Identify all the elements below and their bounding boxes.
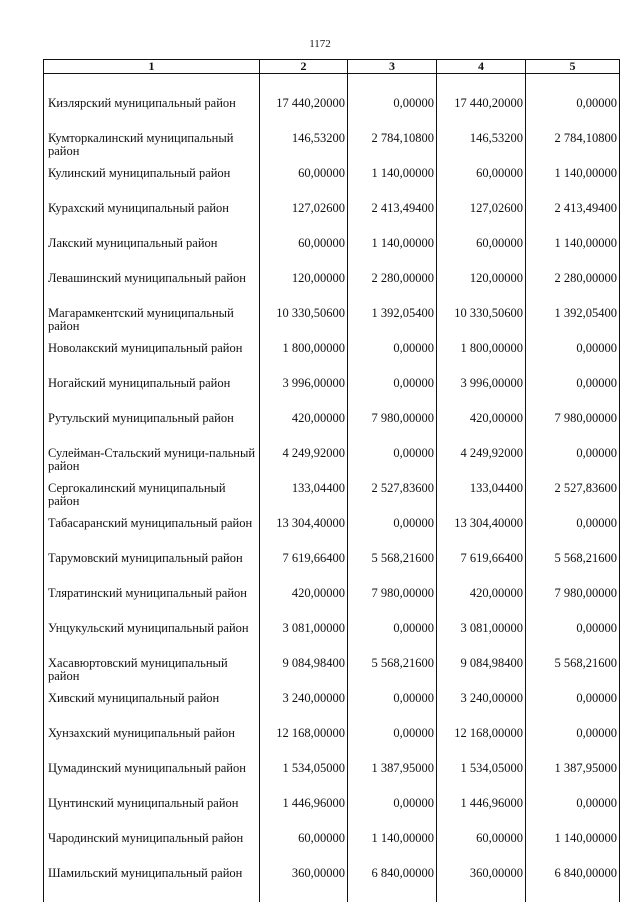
district-name-cell: Цумадинский муниципальный район bbox=[44, 762, 260, 797]
column-4-value: 120,00000 bbox=[437, 272, 526, 307]
column-5-value: 2 527,83600 bbox=[526, 482, 620, 517]
column-2-value: 3 081,00000 bbox=[260, 622, 348, 657]
column-5-value: 1 140,00000 bbox=[526, 237, 620, 272]
column-5-value: 0,00000 bbox=[526, 342, 620, 377]
table-row bbox=[44, 762, 620, 797]
column-5-value: 0,00000 bbox=[526, 797, 620, 832]
column-4-value: 60,00000 bbox=[437, 832, 526, 867]
district-name-cell: Унцукульский муниципальный район bbox=[44, 622, 260, 657]
column-2-value: 10 330,50600 bbox=[260, 307, 348, 342]
district-name-cell: Кизлярский муниципальный район bbox=[44, 74, 260, 133]
table-row bbox=[44, 132, 620, 167]
column-3-value: 1 140,00000 bbox=[348, 237, 437, 272]
column-3-value: 2 784,10800 bbox=[348, 132, 437, 167]
column-5-value: 0,00000 bbox=[526, 727, 620, 762]
column-2-value: 127,02600 bbox=[260, 202, 348, 237]
column-3-value: 0,00000 bbox=[348, 74, 437, 133]
column-3-value: 5 568,21600 bbox=[348, 657, 437, 692]
column-4-value: 60,00000 bbox=[437, 167, 526, 202]
column-3-value: 6 840,00000 bbox=[348, 867, 437, 902]
column-header-5: 5 bbox=[526, 60, 620, 74]
district-name-cell: Чародинский муниципальный район bbox=[44, 832, 260, 867]
column-4-value: 4 249,92000 bbox=[437, 447, 526, 482]
column-4-value: 12 168,00000 bbox=[437, 727, 526, 762]
district-name-cell: Хунзахский муниципальный район bbox=[44, 727, 260, 762]
table-row bbox=[44, 692, 620, 727]
table-row bbox=[44, 307, 620, 342]
column-2-value: 1 446,96000 bbox=[260, 797, 348, 832]
column-3-value: 1 392,05400 bbox=[348, 307, 437, 342]
column-3-value: 2 280,00000 bbox=[348, 272, 437, 307]
district-name-cell: Тляратинский муниципальный район bbox=[44, 587, 260, 622]
column-3-value: 1 140,00000 bbox=[348, 167, 437, 202]
table-row bbox=[44, 237, 620, 272]
district-name-cell: Кулинский муниципальный район bbox=[44, 167, 260, 202]
column-2-value: 7 619,66400 bbox=[260, 552, 348, 587]
column-3-value: 0,00000 bbox=[348, 727, 437, 762]
column-header-2: 2 bbox=[260, 60, 348, 74]
district-name-cell: Тарумовский муниципальный район bbox=[44, 552, 260, 587]
table-row bbox=[44, 74, 620, 133]
column-header-1: 1 bbox=[44, 60, 260, 74]
column-4-value: 3 996,00000 bbox=[437, 377, 526, 412]
column-4-value: 146,53200 bbox=[437, 132, 526, 167]
column-2-value: 3 240,00000 bbox=[260, 692, 348, 727]
column-4-value: 13 304,40000 bbox=[437, 517, 526, 552]
column-2-value: 420,00000 bbox=[260, 587, 348, 622]
table-row bbox=[44, 622, 620, 657]
column-2-value: 60,00000 bbox=[260, 237, 348, 272]
district-name-cell: Сергокалинский муниципальный район bbox=[44, 482, 260, 517]
table-row bbox=[44, 447, 620, 482]
column-3-value: 0,00000 bbox=[348, 692, 437, 727]
column-3-value: 0,00000 bbox=[348, 517, 437, 552]
column-3-value: 5 568,21600 bbox=[348, 552, 437, 587]
column-3-value: 0,00000 bbox=[348, 797, 437, 832]
column-5-value: 7 980,00000 bbox=[526, 587, 620, 622]
column-4-value: 127,02600 bbox=[437, 202, 526, 237]
column-5-value: 2 413,49400 bbox=[526, 202, 620, 237]
district-name-cell: Курахский муниципальный район bbox=[44, 202, 260, 237]
table-row bbox=[44, 517, 620, 552]
district-name-cell: Левашинский муниципальный район bbox=[44, 272, 260, 307]
column-5-value: 0,00000 bbox=[526, 517, 620, 552]
column-5-value: 7 980,00000 bbox=[526, 412, 620, 447]
table-row bbox=[44, 552, 620, 587]
column-3-value: 7 980,00000 bbox=[348, 412, 437, 447]
column-4-value: 7 619,66400 bbox=[437, 552, 526, 587]
budget-table bbox=[43, 59, 620, 902]
column-4-value: 3 240,00000 bbox=[437, 692, 526, 727]
column-3-value: 0,00000 bbox=[348, 342, 437, 377]
column-2-value: 12 168,00000 bbox=[260, 727, 348, 762]
table-row bbox=[44, 342, 620, 377]
column-5-value: 6 840,00000 bbox=[526, 867, 620, 902]
page-number: 1172 bbox=[309, 38, 331, 50]
column-5-value: 0,00000 bbox=[526, 622, 620, 657]
table-row bbox=[44, 272, 620, 307]
column-2-value: 3 996,00000 bbox=[260, 377, 348, 412]
column-5-value: 1 140,00000 bbox=[526, 832, 620, 867]
column-2-value: 146,53200 bbox=[260, 132, 348, 167]
column-2-value: 420,00000 bbox=[260, 412, 348, 447]
district-name-cell: Хасавюртовский муниципальный район bbox=[44, 657, 260, 692]
column-3-value: 2 413,49400 bbox=[348, 202, 437, 237]
district-name-cell: Сулейман-Стальский муници-пальный район bbox=[44, 447, 260, 482]
table-row bbox=[44, 412, 620, 447]
column-5-value: 2 280,00000 bbox=[526, 272, 620, 307]
column-5-value: 0,00000 bbox=[526, 447, 620, 482]
column-4-value: 133,04400 bbox=[437, 482, 526, 517]
column-3-value: 7 980,00000 bbox=[348, 587, 437, 622]
district-name-cell: Шамильский муниципальный район bbox=[44, 867, 260, 902]
column-3-value: 0,00000 bbox=[348, 447, 437, 482]
column-2-value: 1 534,05000 bbox=[260, 762, 348, 797]
column-4-value: 360,00000 bbox=[437, 867, 526, 902]
column-5-value: 2 784,10800 bbox=[526, 132, 620, 167]
column-5-value: 0,00000 bbox=[526, 74, 620, 133]
district-name-cell: Цунтинский муниципальный район bbox=[44, 797, 260, 832]
table-row bbox=[44, 727, 620, 762]
column-5-value: 1 387,95000 bbox=[526, 762, 620, 797]
column-2-value: 4 249,92000 bbox=[260, 447, 348, 482]
column-5-value: 0,00000 bbox=[526, 377, 620, 412]
district-name-cell: Рутульский муниципальный район bbox=[44, 412, 260, 447]
column-2-value: 1 800,00000 bbox=[260, 342, 348, 377]
column-4-value: 3 081,00000 bbox=[437, 622, 526, 657]
column-header-4: 4 bbox=[437, 60, 526, 74]
column-2-value: 60,00000 bbox=[260, 832, 348, 867]
table-row bbox=[44, 797, 620, 832]
column-4-value: 60,00000 bbox=[437, 237, 526, 272]
column-3-value: 1 140,00000 bbox=[348, 832, 437, 867]
column-2-value: 60,00000 bbox=[260, 167, 348, 202]
column-5-value: 1 140,00000 bbox=[526, 167, 620, 202]
column-5-value: 5 568,21600 bbox=[526, 657, 620, 692]
column-5-value: 0,00000 bbox=[526, 692, 620, 727]
column-4-value: 10 330,50600 bbox=[437, 307, 526, 342]
district-name-cell: Табасаранский муниципальный район bbox=[44, 517, 260, 552]
district-name-cell: Лакский муниципальный район bbox=[44, 237, 260, 272]
column-2-value: 133,04400 bbox=[260, 482, 348, 517]
column-2-value: 13 304,40000 bbox=[260, 517, 348, 552]
district-name-cell: Хивский муниципальный район bbox=[44, 692, 260, 727]
column-5-value: 5 568,21600 bbox=[526, 552, 620, 587]
column-3-value: 2 527,83600 bbox=[348, 482, 437, 517]
column-4-value: 17 440,20000 bbox=[437, 74, 526, 133]
column-4-value: 1 534,05000 bbox=[437, 762, 526, 797]
column-4-value: 1 800,00000 bbox=[437, 342, 526, 377]
column-3-value: 0,00000 bbox=[348, 377, 437, 412]
column-2-value: 360,00000 bbox=[260, 867, 348, 902]
district-name-cell: Ногайский муниципальный район bbox=[44, 377, 260, 412]
table-row bbox=[44, 482, 620, 517]
column-3-value: 0,00000 bbox=[348, 622, 437, 657]
table-body bbox=[44, 74, 620, 903]
column-4-value: 420,00000 bbox=[437, 587, 526, 622]
table-row bbox=[44, 202, 620, 237]
column-5-value: 1 392,05400 bbox=[526, 307, 620, 342]
table-row bbox=[44, 832, 620, 867]
column-header-3: 3 bbox=[348, 60, 437, 74]
header-row bbox=[44, 60, 620, 74]
table-row bbox=[44, 377, 620, 412]
district-name-cell: Магарамкентский муниципальный район bbox=[44, 307, 260, 342]
table-row bbox=[44, 587, 620, 622]
column-4-value: 9 084,98400 bbox=[437, 657, 526, 692]
table-header bbox=[44, 60, 620, 74]
table-row bbox=[44, 867, 620, 902]
column-2-value: 17 440,20000 bbox=[260, 74, 348, 133]
table-row bbox=[44, 167, 620, 202]
district-name-cell: Новолакский муниципальный район bbox=[44, 342, 260, 377]
column-2-value: 9 084,98400 bbox=[260, 657, 348, 692]
column-3-value: 1 387,95000 bbox=[348, 762, 437, 797]
district-name-cell: Кумторкалинский муниципальный район bbox=[44, 132, 260, 167]
column-4-value: 420,00000 bbox=[437, 412, 526, 447]
column-4-value: 1 446,96000 bbox=[437, 797, 526, 832]
table-row bbox=[44, 657, 620, 692]
column-2-value: 120,00000 bbox=[260, 272, 348, 307]
